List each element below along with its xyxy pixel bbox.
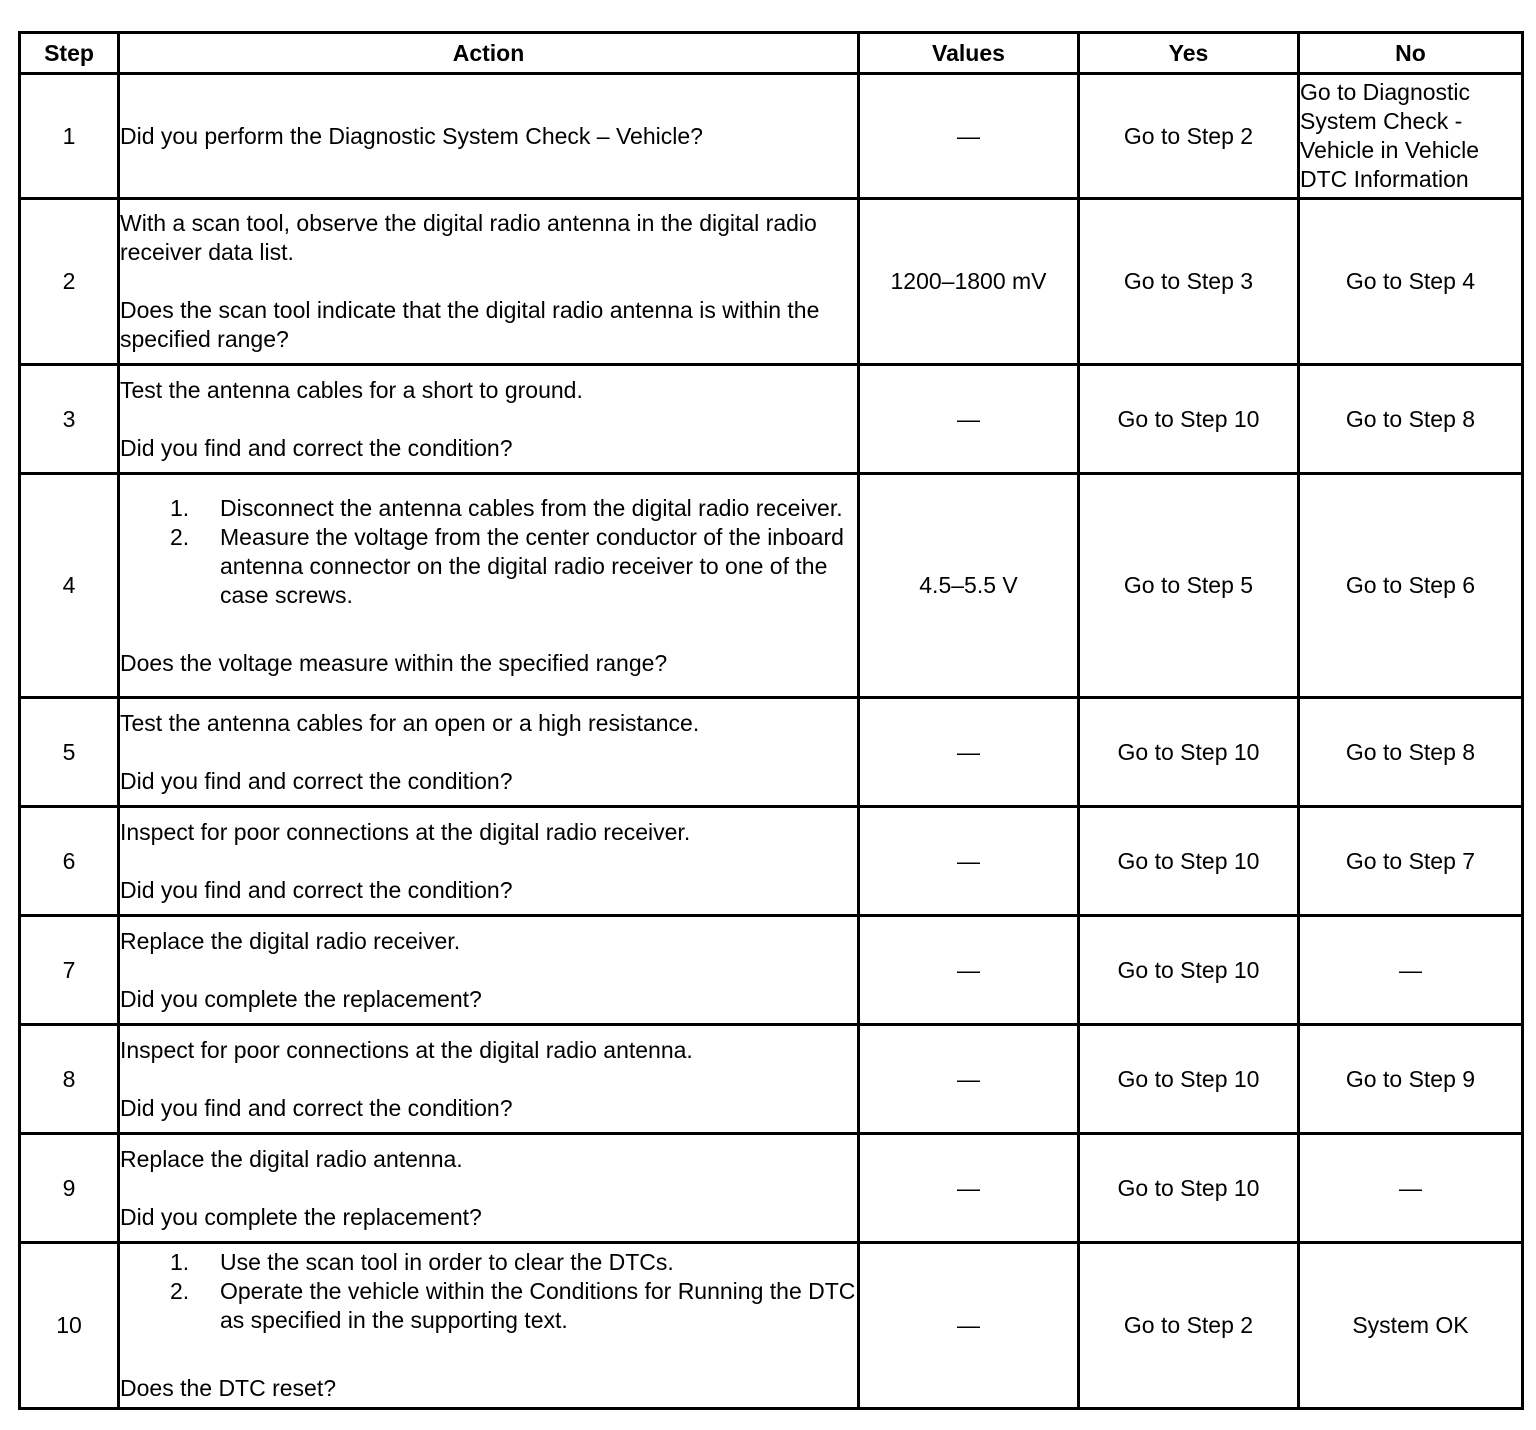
action-question: Did you find and correct the condition? <box>120 876 513 903</box>
action-text: Inspect for poor connections at the digital radio receiver. <box>120 818 691 845</box>
action-cell <box>119 1243 859 1409</box>
yes-cell: Go to Step 10 <box>1079 698 1299 807</box>
step-number: 5 <box>20 698 119 807</box>
step-number: 2 <box>20 199 119 365</box>
table-row <box>20 474 1523 698</box>
table-row <box>20 698 1523 807</box>
value-cell: 1200–1800 mV <box>859 199 1079 365</box>
list-item-number: 1. <box>170 494 190 521</box>
table-row <box>20 916 1523 1025</box>
no-cell: Go to Step 7 <box>1299 807 1523 916</box>
no-cell: Go to Step 4 <box>1299 199 1523 365</box>
yes-cell: Go to Step 2 <box>1079 1243 1299 1409</box>
no-cell: Go to Step 9 <box>1299 1025 1523 1134</box>
action-cell <box>119 916 859 1025</box>
table-row <box>20 1243 1523 1409</box>
header-no: No <box>1299 33 1523 74</box>
action-text: Test the antenna cables for a short to ground. <box>120 376 583 403</box>
action-text: With a scan tool, observe the digital radio antenna in the digital radio receiver data list. <box>120 210 817 265</box>
step-number: 6 <box>20 807 119 916</box>
value-cell: — <box>859 698 1079 807</box>
header-row <box>20 33 1523 74</box>
no-cell: Go to Diagnostic System Check - Vehicle in Vehicle DTC Information <box>1299 74 1523 199</box>
value-cell: 4.5–5.5 V <box>859 474 1079 698</box>
value-cell: — <box>859 916 1079 1025</box>
table-row <box>20 199 1523 365</box>
action-cell <box>119 474 859 698</box>
action-text: Inspect for poor connections at the digital radio antenna. <box>120 1036 693 1063</box>
action-cell <box>119 1134 859 1243</box>
value-cell: — <box>859 1243 1079 1409</box>
value-cell: — <box>859 1025 1079 1134</box>
step-number: 10 <box>20 1243 119 1409</box>
step-number: 3 <box>20 365 119 474</box>
no-cell: Go to Step 8 <box>1299 698 1523 807</box>
action-cell <box>119 199 859 365</box>
action-question: Does the voltage measure within the specified range? <box>120 649 668 676</box>
action-question: Did you find and correct the condition? <box>120 767 513 794</box>
table-row <box>20 1134 1523 1243</box>
yes-cell: Go to Step 10 <box>1079 1025 1299 1134</box>
action-question: Did you find and correct the condition? <box>120 434 513 461</box>
action-text: Did you perform the Diagnostic System Check – Vehicle? <box>120 122 703 149</box>
list-item-number: 2. <box>170 1278 190 1304</box>
step-number: 7 <box>20 916 119 1025</box>
header-values: Values <box>859 33 1079 74</box>
list-item-number: 2. <box>170 523 190 550</box>
no-cell: System OK <box>1299 1243 1523 1409</box>
action-steps-list <box>120 1248 857 1335</box>
yes-cell: Go to Step 5 <box>1079 474 1299 698</box>
action-cell <box>119 698 859 807</box>
no-cell: Go to Step 8 <box>1299 365 1523 474</box>
table-row <box>20 1025 1523 1134</box>
yes-cell: Go to Step 10 <box>1079 365 1299 474</box>
header-yes: Yes <box>1079 33 1299 74</box>
action-question: Did you complete the replacement? <box>120 1203 482 1230</box>
yes-cell: Go to Step 3 <box>1079 199 1299 365</box>
value-cell: — <box>859 1134 1079 1243</box>
yes-cell: Go to Step 10 <box>1079 1134 1299 1243</box>
action-cell <box>119 807 859 916</box>
action-text: Replace the digital radio receiver. <box>120 927 461 954</box>
list-item <box>120 523 857 610</box>
no-cell: — <box>1299 1134 1523 1243</box>
table-row <box>20 74 1523 199</box>
list-item-text: Measure the voltage from the center conductor of the inboard antenna connector on the digital radio receiver to one of the case screws. <box>220 523 844 608</box>
list-item-text: Disconnect the antenna cables from the digital radio receiver. <box>220 494 843 521</box>
value-cell: — <box>859 365 1079 474</box>
list-item <box>120 1277 857 1335</box>
header-action: Action <box>119 33 859 74</box>
value-cell: — <box>859 807 1079 916</box>
no-cell: Go to Step 6 <box>1299 474 1523 698</box>
step-number: 8 <box>20 1025 119 1134</box>
action-question: Does the scan tool indicate that the digital radio antenna is within the specified range? <box>120 297 820 352</box>
action-question: Did you find and correct the condition? <box>120 1094 513 1121</box>
step-number: 9 <box>20 1134 119 1243</box>
action-cell <box>119 365 859 474</box>
yes-cell: Go to Step 2 <box>1079 74 1299 199</box>
action-text: Replace the digital radio antenna. <box>120 1145 463 1172</box>
header-step: Step <box>20 33 119 74</box>
diagnostic-table <box>18 31 1524 1410</box>
action-question: Does the DTC reset? <box>120 1375 337 1401</box>
step-number: 1 <box>20 74 119 199</box>
table-row <box>20 365 1523 474</box>
list-item-text: Operate the vehicle within the Conditions for Running the DTC as specified in the supporting text. <box>220 1278 856 1333</box>
action-question: Did you complete the replacement? <box>120 985 482 1012</box>
step-number: 4 <box>20 474 119 698</box>
action-cell <box>119 74 859 199</box>
no-cell: — <box>1299 916 1523 1025</box>
list-item <box>120 494 857 523</box>
list-item <box>120 1248 857 1277</box>
yes-cell: Go to Step 10 <box>1079 916 1299 1025</box>
list-item-number: 1. <box>170 1249 190 1275</box>
list-item-text: Use the scan tool in order to clear the DTCs. <box>220 1249 674 1275</box>
action-steps-list <box>120 494 857 610</box>
value-cell: — <box>859 74 1079 199</box>
action-cell <box>119 1025 859 1134</box>
table-row <box>20 807 1523 916</box>
action-text: Test the antenna cables for an open or a high resistance. <box>120 709 700 736</box>
yes-cell: Go to Step 10 <box>1079 807 1299 916</box>
